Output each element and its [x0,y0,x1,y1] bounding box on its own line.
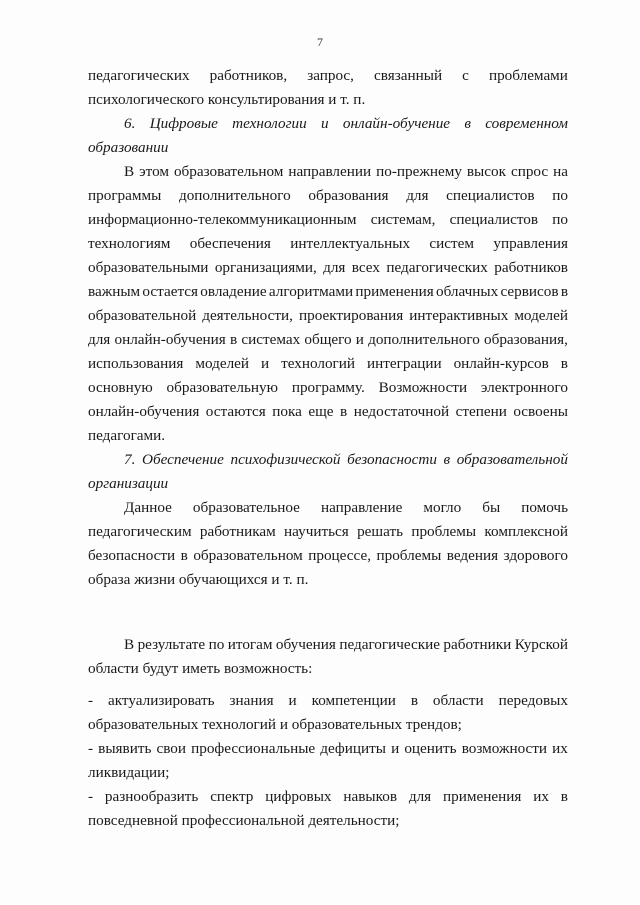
word: онлайн-курсов [453,355,549,372]
word: дополнительного [368,331,480,348]
word: возможности [461,740,548,757]
word: образовательной [88,307,197,324]
word: области [432,692,484,709]
body-text-bottom [88,633,568,833]
word: в [340,403,348,420]
word: по [208,636,225,653]
text-line [88,633,568,657]
text-line: ликвидации; [88,764,170,781]
word: организациями, [214,259,317,276]
word: работников [494,259,568,276]
heading-section-7 [88,448,568,496]
word: безопасности [347,451,437,468]
word: моделей [195,355,250,372]
word: моделей [514,307,568,324]
word: применения [443,788,522,805]
word: системах [241,331,301,348]
word: специалистов [449,211,539,228]
text-line [88,737,568,761]
word: по [552,211,568,228]
word: алгоритмами [268,283,354,300]
word: Курской [514,636,568,653]
text-line: педагогами. [88,427,166,444]
text-line [88,520,568,544]
word: - [88,692,94,709]
word: для [88,331,111,348]
word: 7. [124,451,136,468]
word: - [88,740,94,757]
word: Данное [124,499,172,516]
bullet-item-3 [88,785,568,833]
word: 6. [124,115,136,132]
word: процессе, [308,547,371,564]
word: проблемами [488,67,568,84]
word: разнообразить [104,788,199,805]
word: программы [88,187,162,204]
paragraph-section-6 [88,160,568,448]
word: в [410,692,418,709]
bullet-item-1 [88,689,568,737]
word: сервисов [500,283,559,300]
word: цифровых [265,788,332,805]
word: облачных [435,283,499,300]
word: общего [304,331,352,348]
word: в [464,115,471,132]
word: В [124,636,135,653]
word: системам, [370,211,436,228]
body-text-top [88,64,568,592]
word: спектр [210,788,254,805]
word: оценить [404,740,457,757]
word: образовательную [166,379,278,396]
word: степени [455,403,507,420]
word: в [560,355,568,372]
text-line: образа жизни обучающихся и т. п. [88,571,309,588]
word: этом [139,163,169,180]
word: проектирования [298,307,404,324]
word: выявить [98,740,152,757]
word: интеграции [367,355,442,372]
word: педагогических [386,259,488,276]
text-line: области будут иметь возможность: [88,660,313,677]
word: использования [88,355,184,372]
text-line [88,785,568,809]
word: работникам [199,523,276,540]
text-line [88,496,568,520]
word: В [124,163,135,180]
word: основную [88,379,153,396]
text-line [88,256,568,280]
word: технологии [232,115,307,132]
word: решать [357,523,404,540]
word: интерактивных [409,307,509,324]
text-line [88,544,568,568]
word: образовательное [192,499,300,516]
word: педагогических [88,67,190,84]
text-line [88,689,568,713]
text-line [88,448,568,472]
word: спрос [510,163,549,180]
word: с [462,67,469,84]
word: и [391,740,400,757]
word: в [180,547,188,564]
word: дефициты [320,740,386,757]
word: связанный [374,67,443,84]
word: онлайн-обучение [342,115,451,132]
word: онлайн-обучения [88,403,200,420]
word: Возможности [378,379,468,396]
text-line: образовательных технологий и образовательных трендов; [88,716,462,733]
text-line [88,64,568,88]
text-line [88,376,568,400]
word: образовательными [88,259,209,276]
text-line [88,160,568,184]
word: обучения [275,636,336,653]
word: пока [272,403,302,420]
paragraph-result [88,633,568,681]
word: освоены [513,403,568,420]
word: навыков [343,788,398,805]
word: - [88,788,94,805]
word: образования, [484,331,568,348]
word: образовательном [173,163,284,180]
word: работников, [209,67,288,84]
paragraph-continuation [88,64,568,112]
word: безопасности [88,547,176,564]
text-line [88,112,568,136]
word: знания [229,692,274,709]
page-number: 7 [317,35,323,49]
text-line [88,352,568,376]
text-line [88,280,568,304]
text-line: повседневной профессиональной деятельности; [88,812,400,829]
word: здорового [503,547,568,564]
word: итогам [227,636,273,653]
word: профессиональные [191,740,316,757]
word: по-прежнему [376,163,462,180]
word: компетенции [311,692,396,709]
word: направлении [288,163,372,180]
text-line [88,232,568,256]
word: актуализировать [108,692,215,709]
word: в [560,283,568,300]
text-line [88,304,568,328]
text-line [88,400,568,424]
word: для [406,187,429,204]
word: онлайн-обучения [114,331,226,348]
word: и [355,331,364,348]
word: интеллектуальных [290,235,411,252]
word: Обеспечение [141,451,224,468]
word: могло [423,499,462,516]
word: результате [137,636,206,653]
word: для [408,788,432,805]
word: образовательной [456,451,568,468]
word: психофизической [230,451,341,468]
word: образовательном [193,547,303,564]
word: обеспечения [189,235,271,252]
word: дополнительного [178,187,291,204]
word: высок [466,163,506,180]
word: недостаточной [353,403,450,420]
word: помочь [521,499,568,516]
word: их [533,788,549,805]
word: управления [493,235,568,252]
word: комплексной [484,523,568,540]
word: в [560,788,568,805]
word: технологий [281,355,356,372]
word: информационно-телекоммуникационным [88,211,357,228]
word: деятельности, [202,307,293,324]
word: ведения [446,547,499,564]
word: остаются [205,403,266,420]
word: важным [88,283,141,300]
word: бы [482,499,501,516]
word: свои [156,740,187,757]
word: программу. [291,379,365,396]
word: по [552,187,568,204]
heading-section-6 [88,112,568,160]
paragraph-section-7 [88,496,568,592]
word: технологиям [88,235,171,252]
word: применения [355,283,434,300]
text-line: организации [88,475,169,492]
word: запрос, [307,67,354,84]
word: работники [443,636,512,653]
bullet-item-2 [88,737,568,785]
word: в [229,331,238,348]
text-line: образовании [88,139,169,156]
word: их [552,740,568,757]
word: и [321,115,329,132]
word: и [288,692,297,709]
word: для [323,259,346,276]
text-line [88,184,568,208]
word: остается [142,283,198,300]
word: передовых [498,692,568,709]
word: проблемы [376,547,442,564]
text-line [88,208,568,232]
word: педагогическим [88,523,192,540]
word: научиться [284,523,349,540]
word: и [260,355,270,372]
word: систем [429,235,475,252]
word: проблемы [411,523,477,540]
spacer [88,681,568,689]
word: еще [308,403,334,420]
word: направление [320,499,403,516]
word: образования [308,187,389,204]
text-line: психологического консультирования и т. п. [88,91,366,108]
word: всех [351,259,380,276]
word: овладение [200,283,267,300]
word: современном [485,115,568,132]
text-line [88,328,568,352]
word: специалистов [446,187,535,204]
word: на [553,163,568,180]
word: в [443,451,451,468]
word: педагогические [339,636,440,653]
word: электронного [480,379,568,396]
word: Цифровые [149,115,218,132]
